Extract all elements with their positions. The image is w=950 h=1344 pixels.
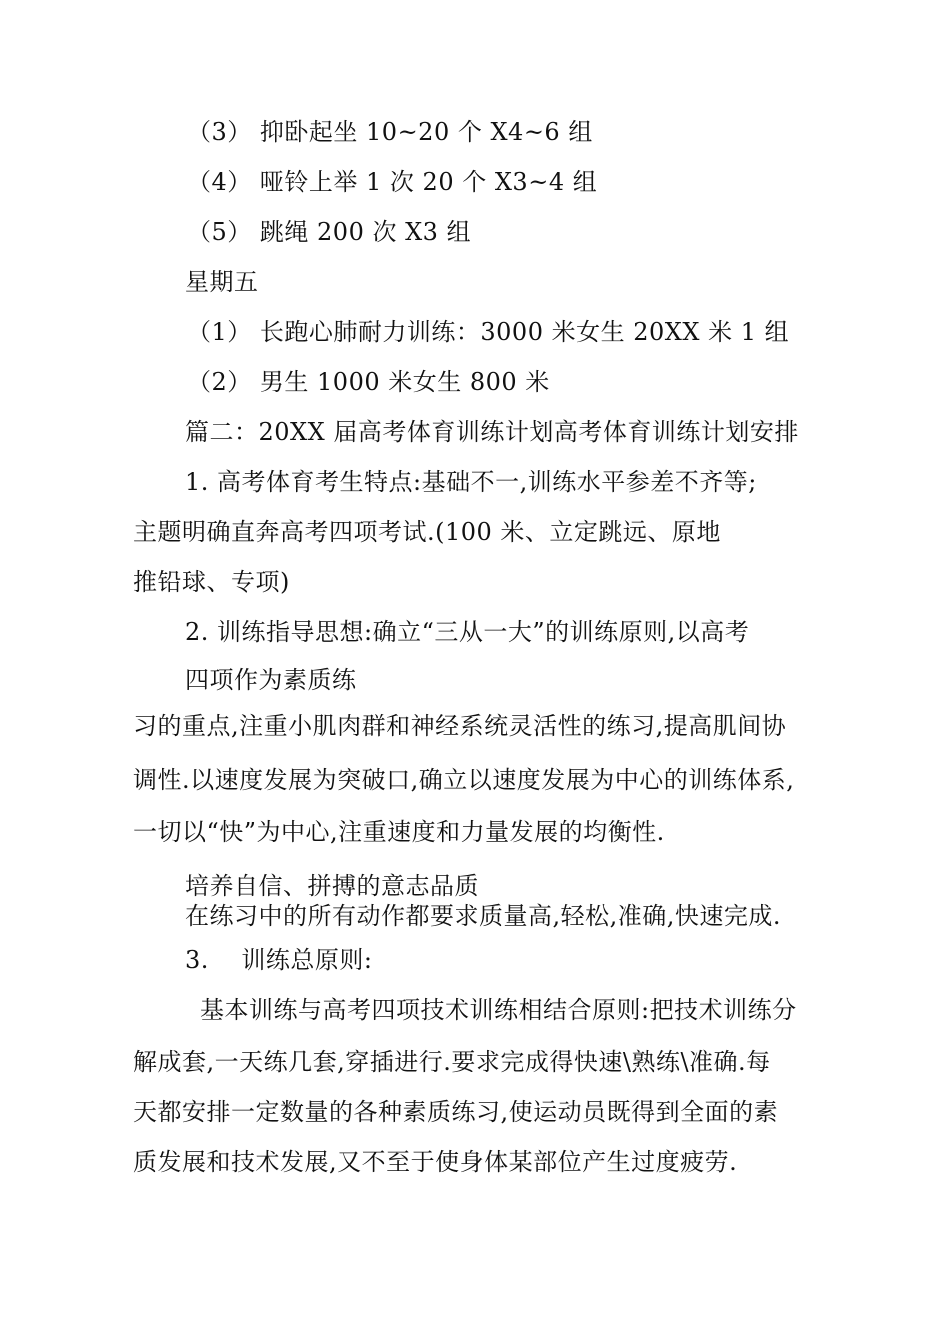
paragraph-line: 培养自信、拼搏的意志品质: [185, 872, 479, 900]
paragraph-line: 天都安排一定数量的各种素质练习,使运动员既得到全面的素: [133, 1098, 779, 1126]
paragraph-line: 调性.以速度发展为突破口,确立以速度发展为中心的训练体系,: [133, 766, 795, 794]
section-title: 篇二：20XX 届高考体育训练计划高考体育训练计划安排: [185, 418, 799, 446]
paragraph-line: 质发展和技术发展,又不至于使身体某部位产生过度疲劳.: [133, 1148, 738, 1176]
section-heading: 3. 训练总原则:: [185, 946, 373, 974]
list-item: （4） 哑铃上举 1 次 20 个 X3~4 组: [187, 168, 598, 196]
paragraph-line: 1. 高考体育考生特点:基础不一,训练水平参差不齐等;: [185, 468, 757, 496]
list-item: （3） 抑卧起坐 10~20 个 X4~6 组: [187, 118, 593, 146]
paragraph-line: 解成套,一天练几套,穿插进行.要求完成得快速\熟练\准确.每: [133, 1048, 771, 1076]
paragraph-line: 推铅球、专项): [133, 568, 290, 596]
paragraph-line: 主题明确直奔高考四项考试.(100 米、立定跳远、原地: [133, 518, 721, 546]
paragraph-line: 习的重点,注重小肌肉群和神经系统灵活性的练习,提高肌间协: [133, 712, 787, 740]
day-heading: 星期五: [185, 268, 259, 296]
paragraph-line: 基本训练与高考四项技术训练相结合原则:把技术训练分: [200, 996, 797, 1024]
paragraph-line: 一切以“快”为中心,注重速度和力量发展的均衡性.: [133, 818, 665, 846]
list-item: （2） 男生 1000 米女生 800 米: [187, 368, 550, 396]
list-item: （1） 长跑心肺耐力训练：3000 米女生 20XX 米 1 组: [187, 318, 790, 346]
paragraph-line: 在练习中的所有动作都要求质量高,轻松,准确,快速完成.: [185, 902, 782, 930]
paragraph-line: 四项作为素质练: [185, 666, 357, 694]
list-item: （5） 跳绳 200 次 X3 组: [187, 218, 472, 246]
paragraph-line: 2. 训练指导思想:确立“三从一大”的训练原则,以高考: [185, 618, 750, 646]
